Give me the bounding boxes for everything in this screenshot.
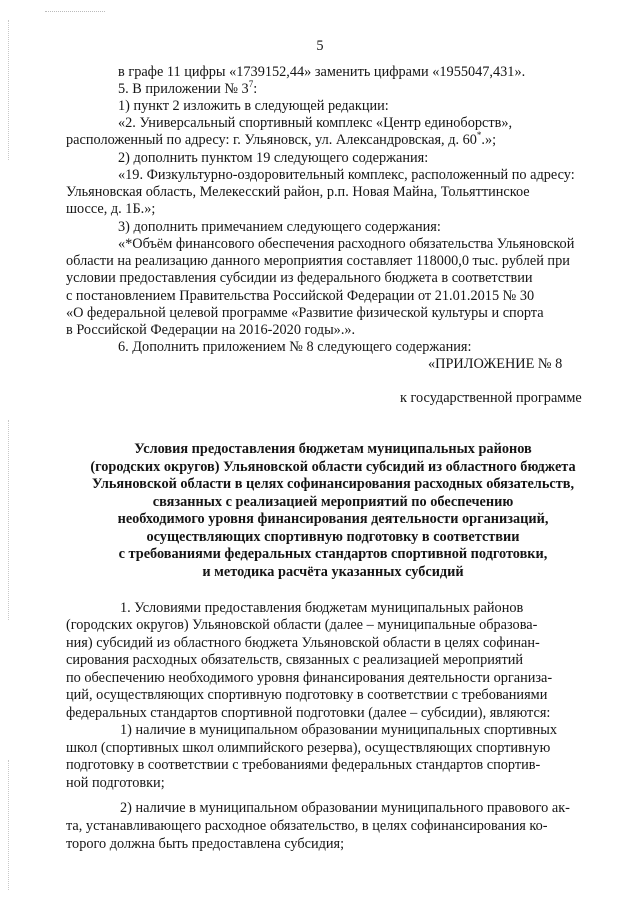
amendment-line: в графе 11 цифры «1739152,44» заменить цифрами «1955047,431». [118,64,526,80]
page-number: 5 [316,38,324,54]
amendment-line: 5. В приложении № $3^7$: [118,79,258,97]
amendment-line: Ульяновская область, Мелекесский район, р.п. Новая Майна, Тольяттинское [66,184,530,200]
footnote-star: * [476,130,482,141]
amendment-line: в Российской Федерации на 2016-2020 годы».». [66,322,356,338]
body-line: школ (спортивных школ олимпийского резерва), осуществляющих спортивную [66,740,551,756]
amendment-line: с постановлением Правительства Российской Федерации от 21.01.2015 № 30 [66,288,535,304]
body-line: 2) наличие в муниципальном образовании муниципального правового ак- [120,800,570,816]
amendment-line: «*Объём финансового обеспечения расходного обязательства Ульяновской [118,236,575,252]
amendment-line: шоссе, д. 1Б.»; [66,201,156,217]
heading-line: и методика расчёта указанных субсидий [202,564,464,580]
amendment-line: «2. Универсальный спортивный комплекс «Центр единоборств», [118,115,513,131]
amendment-line: «О федеральной целевой программе «Развитие физической культуры и спорта [66,305,544,321]
body-line: торого должна быть предоставлена субсидия; [66,836,345,852]
body-line: ния) субсидий из областного бюджета Ульяновской области в целях софинан- [66,635,540,651]
heading-line: осуществляющих спортивную подготовку в соответствии [146,529,520,545]
body-line: ций, осуществляющих спортивную подготовку в соответствии с требованиями [66,687,548,703]
annex-title: «ПРИЛОЖЕНИЕ № 8 [428,356,563,372]
body-line: 1. Условиями предоставления бюджетам муниципальных районов [120,600,524,616]
amendment-line: 3) дополнить примечанием следующего содержания: [118,219,441,235]
heading-line: с требованиями федеральных стандартов спортивной подготовки, [118,546,548,562]
body-line: (городских округов) Ульяновской области (далее – муниципальные образова- [66,617,538,633]
amendment-line: условии предоставления субсидии из федерального бюджета в соответствии [66,270,533,286]
annex-subtitle: к государственной программе [400,390,582,406]
heading-line: Условия предоставления бюджетам муниципальных районов [134,441,532,457]
amendment-line: 2) дополнить пунктом 19 следующего содержания: [118,150,429,166]
scan-mark [45,11,105,12]
body-line: та, устанавливающего расходное обязательство, в целях софинансирования ко- [66,818,548,834]
amendment-line: 1) пункт 2 изложить в следующей редакции: [118,98,389,114]
body-line: ной подготовки; [66,775,165,791]
heading-line: (городских округов) Ульяновской области субсидий из областного бюджета [90,459,576,475]
scan-edge-middle [8,420,9,620]
heading-line: необходимого уровня финансирования деятельности организаций, [117,511,549,527]
amendment-line: 6. Дополнить приложением № 8 следующего содержания: [118,339,472,355]
body-line: по обеспечению необходимого уровня финансирования деятельности организа- [66,670,553,686]
body-line: 1) наличие в муниципальном образовании муниципальных спортивных [120,722,557,738]
body-line: сирования расходных обязательств, связанных с реализацией мероприятий [66,652,523,668]
amendment-line: расположенный по адресу: г. Ульяновск, ул. Александровская, д. 60*.»; [66,130,497,148]
body-line: федеральных стандартов спортивной подготовки (далее – субсидии), являются: [66,705,551,721]
heading-line: Ульяновской области в целях софинансирования расходных обязательств, [91,476,575,492]
body-line: подготовку в соответствии с требованиями федеральных стандартов спортив- [66,757,541,773]
amendment-line: области на реализацию данного мероприятия составляет 118000,0 тыс. рублей при [66,253,570,269]
amendment-line: «19. Физкультурно-оздоровительный комплекс, расположенный по адресу: [118,167,575,183]
footnote-ref: 7 [248,79,254,90]
heading-line: связанных с реализацией мероприятий по обеспечению [152,494,514,510]
